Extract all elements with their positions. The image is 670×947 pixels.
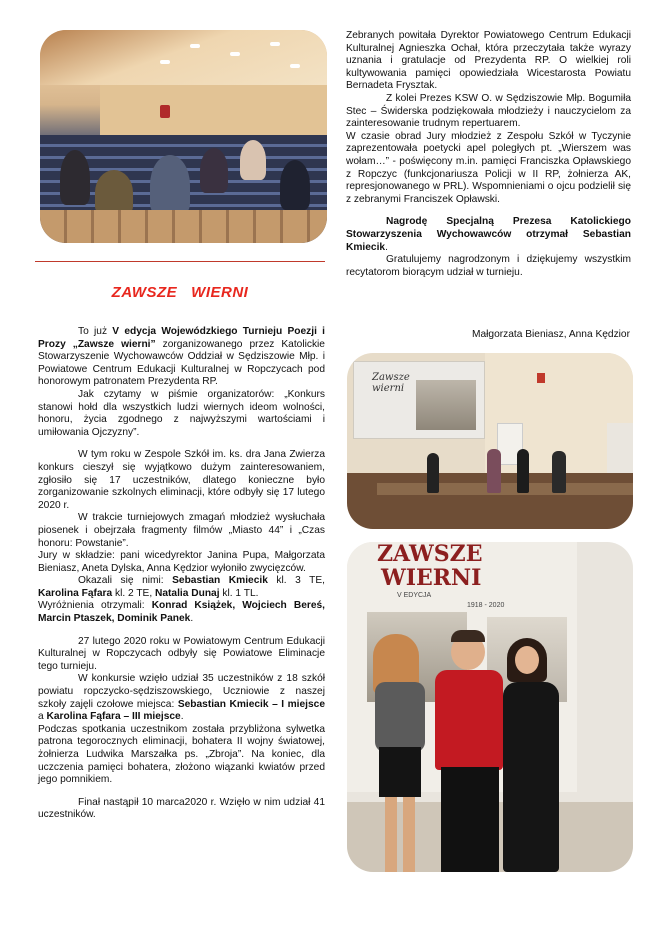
stage-platform <box>377 483 633 495</box>
side-panel <box>607 423 633 473</box>
paragraph-intro: To już V edycja Wojewódzkiego Turnieju Poezji i Prozy „Zawsze wierni” zorganizowanego przez Katolickie Stowarzyszenie Wychowawców Oddział w Sędziszowie Młp. i Powiatowe Centrum Edukacji Kulturalnej w Ropczycach pod honorowym patronatem Prezydenta RP. <box>38 326 325 388</box>
paragraph-school: W tym roku w Zespole Szkół im. ks. dra Jana Zwierza konkurs cieszył się wyjątkowo dużym zainteresowaniem, zgłosiło się 17 uczestników, dlatego konieczne było zorganizowanie szkolnych eliminacji, które odbyły się 17 lutego 2020 r. <box>38 449 325 511</box>
photo-students <box>347 542 633 872</box>
projection-screen: Zawsze wierni <box>353 361 485 439</box>
hall-seats <box>40 210 327 243</box>
photo-lecture-hall <box>40 30 327 243</box>
paragraph-district: 27 lutego 2020 roku w Powiatowym Centrum Edukacji Kulturalnej w Ropczycach odbyły się Powiatowe Eliminacje tego turnieju. <box>38 635 325 672</box>
hall-ceiling <box>40 30 327 85</box>
paragraph-special-prize: Nagrodę Specjalną Prezesa Katolickiego Stowarzyszenia Wychowawców otrzymał Sebastian Kmiecik. <box>346 216 631 253</box>
emblem-icon <box>160 105 170 118</box>
heading-rule <box>35 261 325 262</box>
paragraph-meeting: Podczas spotkania uczestnikom została przybliżona sylwetka patrona tegorocznych eliminacji, bohatera II wojny światowej, żołnierza Ludwika Marszałka ps. „Zbroja”. Na koniec, dla uczczenia pamięci bohatera, złożono wiązanki kwiatów przed jego pomnikiem. <box>38 723 325 786</box>
paragraph-struggle: W trakcie turniejowych zmagań młodzież wysłuchała piosenek i obejrzała fragmenty filmów „Miasto 44” i „Czas honoru: Powstanie”. <box>38 512 325 549</box>
article-heading: ZAWSZE WIERNI <box>111 284 249 301</box>
paragraph-final: Finał nastąpił 10 marca2020 r. Wzięło w nim udział 41 uczestników. <box>38 796 325 821</box>
paragraph-letter: Jak czytamy w piśmie organizatorów: „Konkurs stanowi hołd dla wszystkich ludzi wiernych ideom wolności, honoru, życia zgodnego z najwyższymi wartościami i umiłowania Ojczyzny”. <box>38 388 325 438</box>
paragraph-contest: W konkursie wzięło udział 35 uczestników z 18 szkół powiatu ropczycko-sędziszowskiego, Uczniowie z naszej szkoły zajęli czołowe miejsca: Sebastian Kmiecik – I miejsce a Karolina Fąfara – III miejsce. <box>38 673 326 723</box>
paragraph-thanks: Z kolei Prezes KSW O. w Sędziszowie Młp. Bogumiła Stec – Świderska podziękowała młodzieży i nauczycielom za zainteresowanie trudnym repertuarem. <box>346 92 631 130</box>
paragraph-honors: Wyróżnienia otrzymali: Konrad Książek, Wojciech Bereś, Marcin Ptaszek, Dominik Panek. <box>38 600 325 625</box>
poster-screen: ZAWSZE WIERNI V EDYCJA 1918 - 2020 <box>347 542 577 792</box>
left-column-text <box>38 326 325 822</box>
paragraph-appeal: W czasie obrad Jury młodzież z Zespołu Szkół w Tyczynie zaprezentowała poetycki apel poległych pt. „Wierszem was wołam…” - poświęcony m.in. pamięci Franciszka Opławskiego z Ropczyc (funkcjonariusza Policji w II RP, żołnierza AK, represjonowanego w PRL). Wspomnieniami o ojcu podzielił się z zebranymi Franciszek Opławski. <box>346 130 631 205</box>
paragraph-welcome: Zebranych powitała Dyrektor Powiatowego Centrum Edukacji Kulturalnej Agnieszka Ochał, która przeczytała także wyrazy uznania i gratulacje od Prezydenta RP. O wielkiej roli kultywowania pamięci opowiedziała Wicestarosta Powiatu Bernadeta Frysztak. <box>346 30 631 92</box>
paragraph-congratulations: Gratulujemy nagrodzonym i dziękujemy wszystkim recytatorom biorącym udział w turnieju. <box>346 254 631 278</box>
right-column-text <box>346 30 631 279</box>
flag-icon <box>537 373 545 383</box>
paragraph-jury: Jury w składzie: pani wicedyrektor Janina Pupa, Małgorzata Bieniasz, Aneta Dylska, Anna Kędzior wyłoniło zwycięzców. <box>38 550 325 574</box>
photo-stage <box>347 353 633 529</box>
authors: Małgorzata Bieniasz, Anna Kędzior <box>472 329 630 340</box>
paragraph-winners: Okazali się nimi: Sebastian Kmiecik kl. 3 TE, Karolina Fąfara kl. 2 TE, Natalia Dunaj kl. 1 TL. <box>38 575 326 599</box>
